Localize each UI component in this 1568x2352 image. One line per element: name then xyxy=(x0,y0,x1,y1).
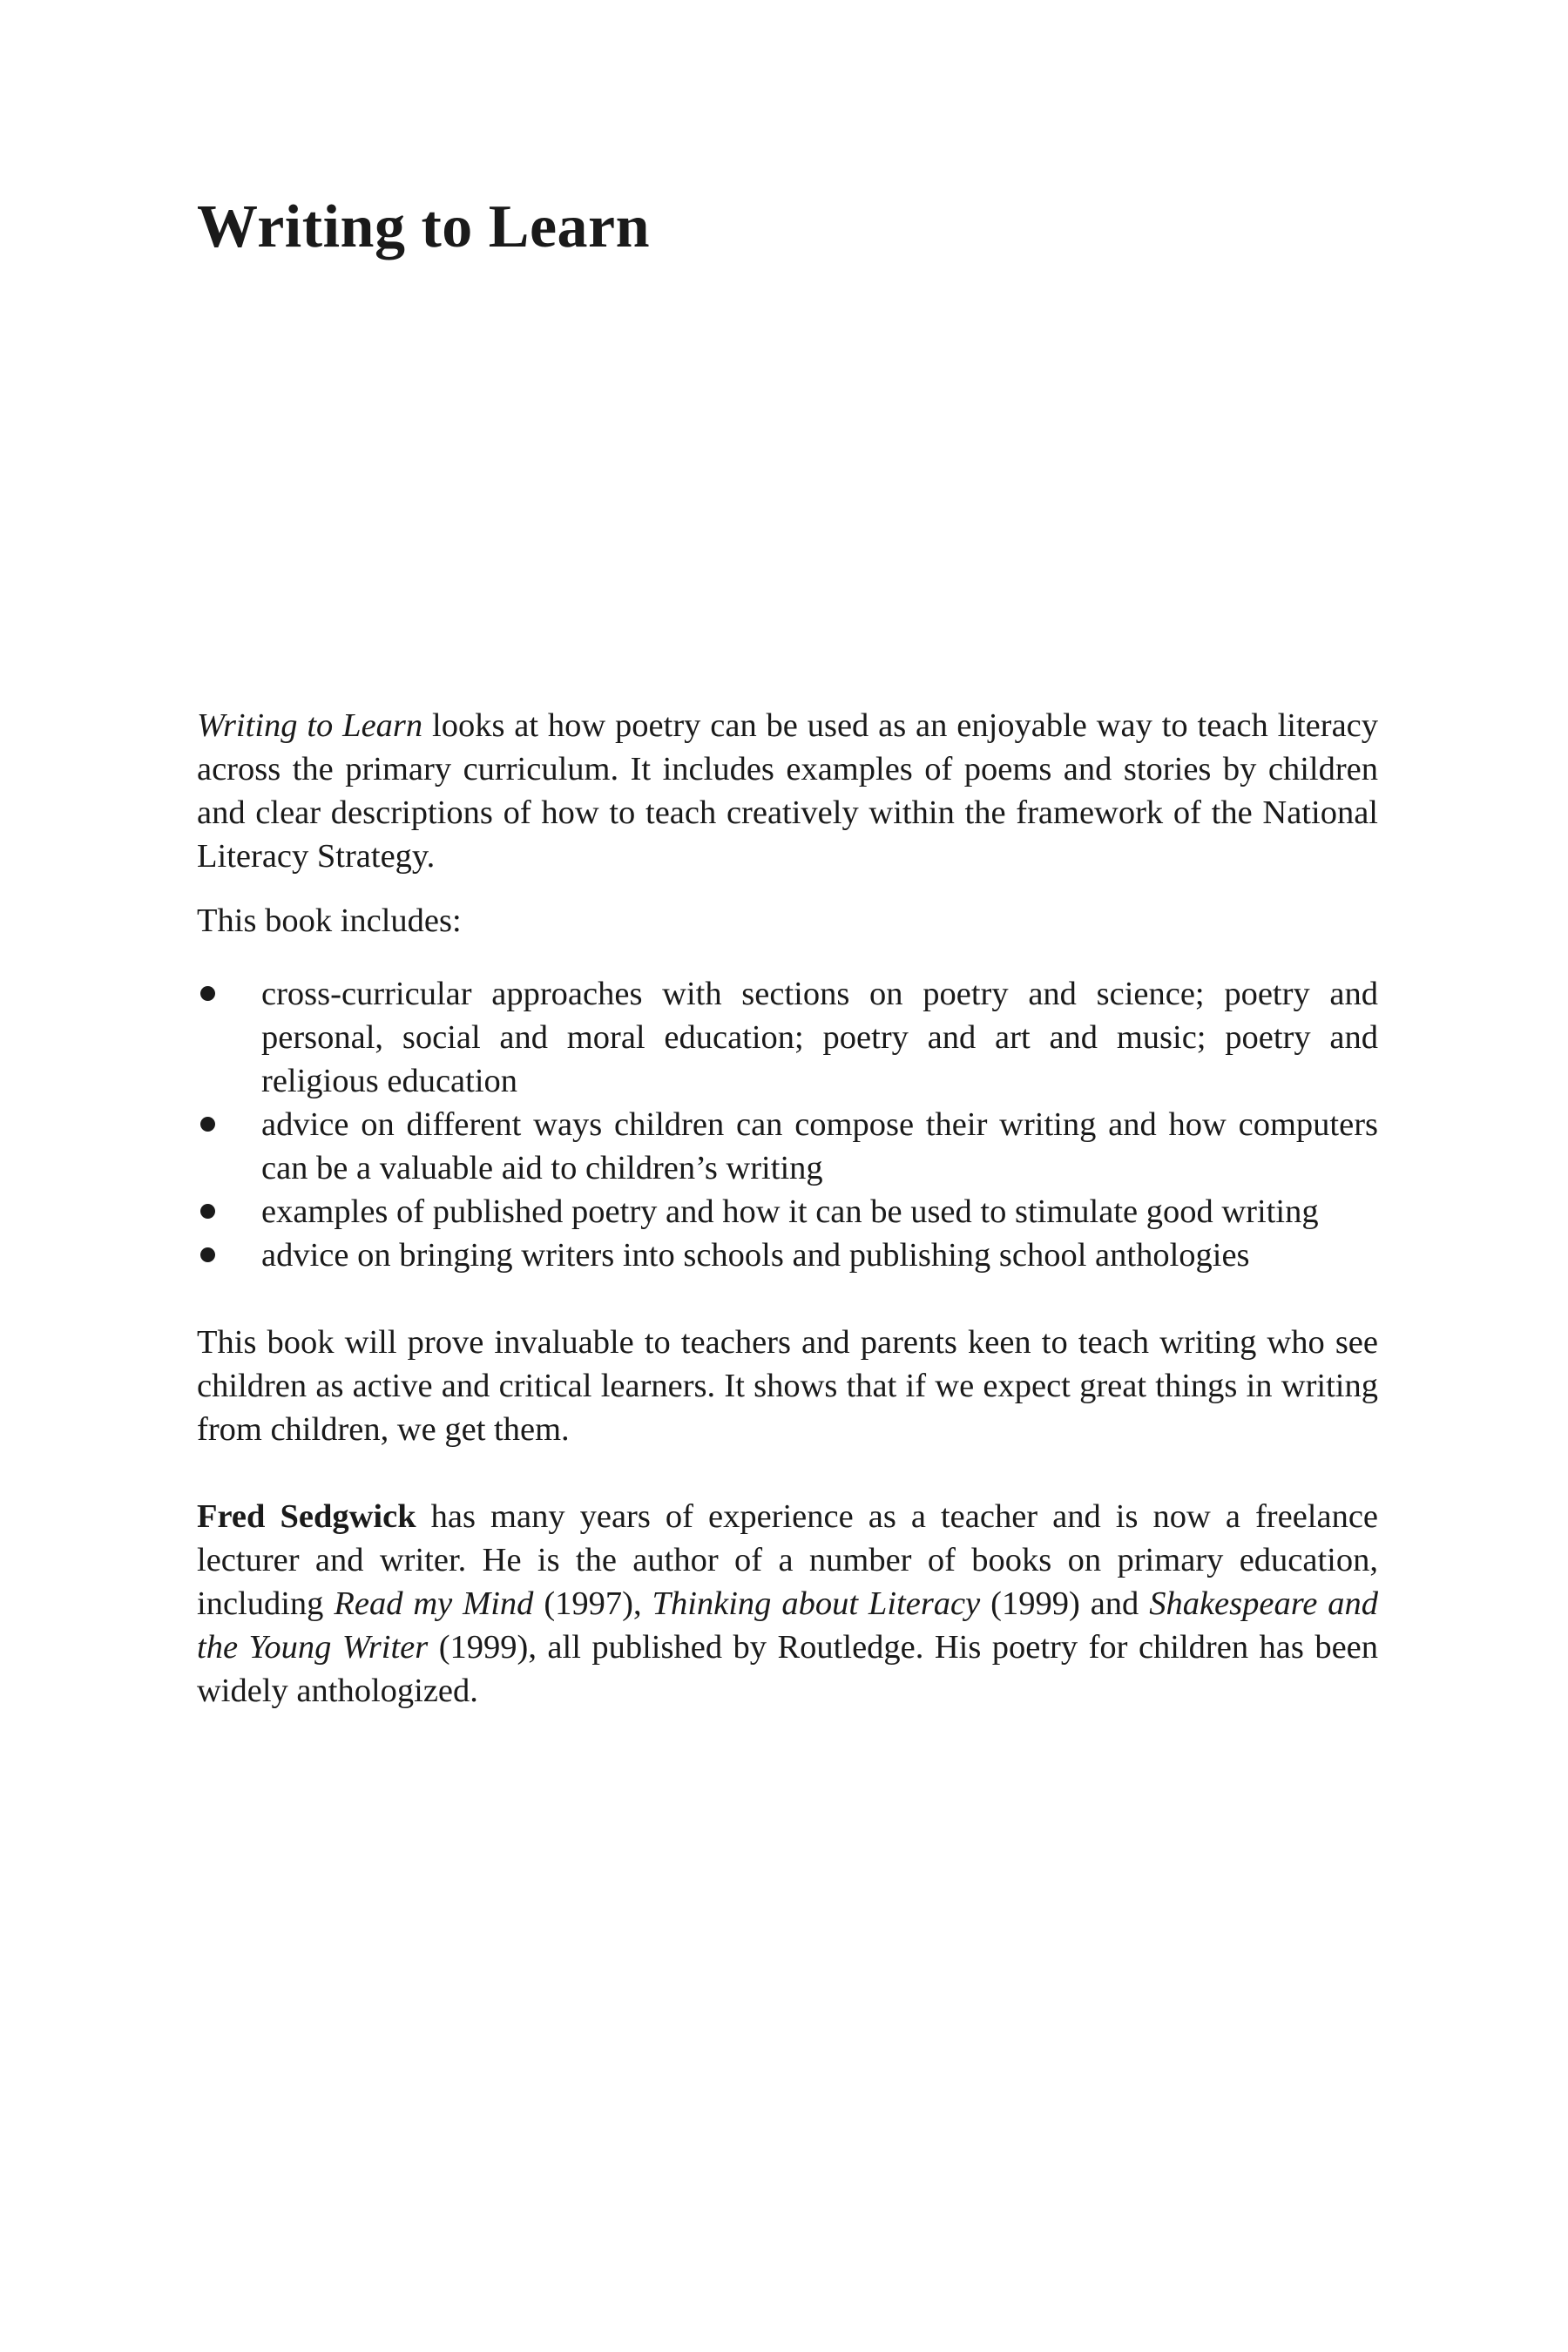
bullet-icon xyxy=(200,1247,215,1262)
bio-text-3: (1999) and xyxy=(980,1585,1150,1622)
book-title-thinking-about-literacy: Thinking about Literacy xyxy=(652,1585,981,1622)
includes-label: This book includes: xyxy=(197,902,462,939)
bullet-icon xyxy=(200,986,215,1001)
list-item xyxy=(197,1103,1378,1190)
bio-text-4: (1999), all published by Routledge. His poetry for children has been widely anthologized. xyxy=(197,1629,1379,1709)
author-name: Fred Sedgwick xyxy=(197,1498,416,1535)
intro-book-title: Writing to Learn xyxy=(197,707,423,744)
author-bio-paragraph xyxy=(197,1495,1378,1713)
blurb-content xyxy=(197,704,1378,1713)
list-item-text: advice on bringing writers into schools and publishing school anthologies xyxy=(261,1237,1250,1274)
bio-text-1: has many years of experience as a teacher and is now a freelance lecturer and writer. He is the author of a number of books on primary education, including xyxy=(197,1498,1378,1622)
list-item xyxy=(197,972,1378,1103)
includes-list xyxy=(197,972,1378,1277)
list-item-text: examples of published poetry and how it can be used to stimulate good writing xyxy=(261,1193,1319,1230)
intro-text: looks at how poetry can be used as an enjoyable way to teach literacy across the primary curriculum. It includes examples of poems and stories by children and clear descriptions of how to teach creatively within the framework of the National Literacy Strategy. xyxy=(197,707,1379,875)
list-item xyxy=(197,1190,1378,1233)
bullet-icon xyxy=(200,1117,215,1132)
bullet-icon xyxy=(200,1204,215,1219)
book-title-shakespeare: Shakespeare and the Young Writer xyxy=(197,1585,1378,1666)
list-item-text: advice on different ways children can compose their writing and how computers can be a valuable aid to children’s writing xyxy=(261,1106,1378,1186)
summary-paragraph: This book will prove invaluable to teachers and parents keen to teach writing who see children as active and critical learners. It shows that if we expect great things in writing from children, we get them. xyxy=(197,1324,1378,1448)
page-title: Writing to Learn xyxy=(197,193,651,260)
book-title-read-my-mind: Read my Mind xyxy=(334,1585,534,1622)
intro-paragraph xyxy=(197,704,1378,878)
list-item xyxy=(197,1233,1378,1277)
list-item-text: cross-curricular approaches with sections on poetry and science; poetry and personal, social and moral education; poetry and art and music; poetry and religious education xyxy=(261,976,1378,1099)
bio-text-2: (1997), xyxy=(533,1585,652,1622)
